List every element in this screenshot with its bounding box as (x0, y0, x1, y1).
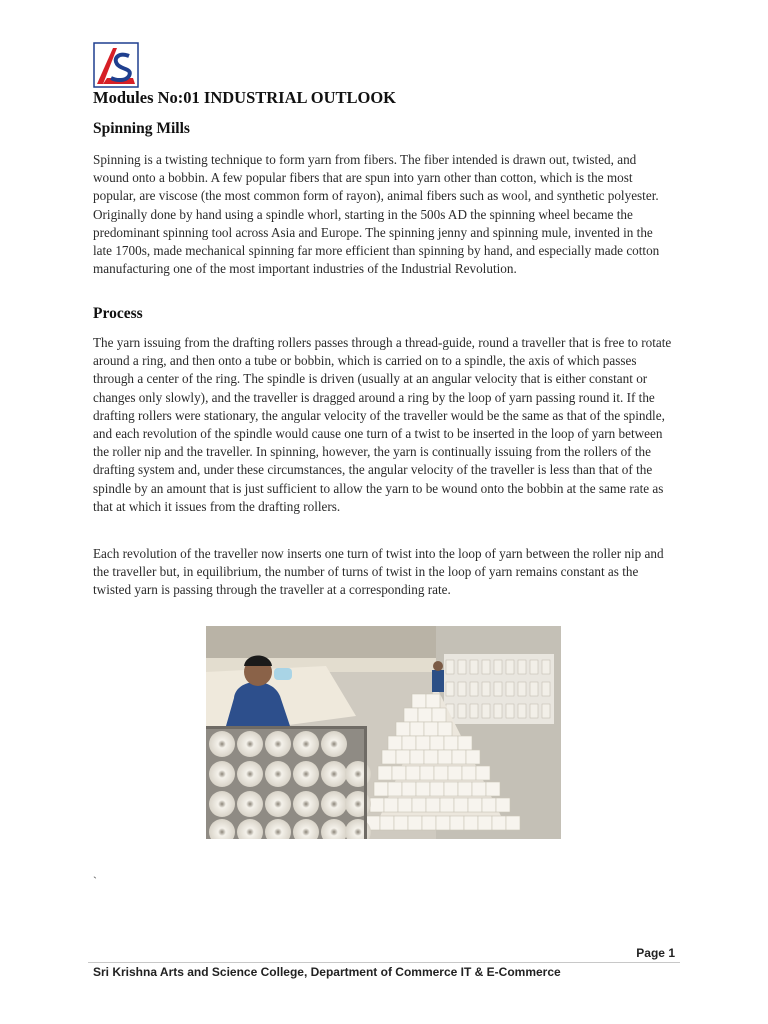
paragraph-process-1: The yarn issuing from the drafting rollers passes through a thread-guide, round a traveller that is free to rotate around a ring, and then onto a tube or bobbin, which is carried on to a spindle, the axis of which passes through a center of the ring. The spindle is driven (usually at an angular velocity that is either constant or changes only slowly), and the traveller is dragged around a ring by the loop of yarn passing round it. If the drafting rollers were stationary, the angular velocity of the traveller would be the same as that of the spindle, and each revolution of the spindle would cause one turn of a twist to be inserted in the loop of yarn between the roller nip and the traveller. In spinning, however, the yarn is continually issuing from the rollers of the drafting system and, under these circumstances, the angular velocity of the traveller is less than that of the spindle by an amount that is just sufficient to allow the yarn to be wound onto the bobbin at the same rate as that at which it issues from the drafting rollers. (93, 335, 672, 514)
section-heading-process: Process (93, 305, 143, 322)
spinning-mill-photo (206, 626, 561, 839)
module-title: Modules No:01 INDUSTRIAL OUTLOOK (93, 88, 397, 107)
footer-divider (88, 962, 680, 963)
page-number: Page 1 (636, 946, 675, 960)
paragraph-spinning-mills: Spinning is a twisting technique to form yarn from fibers. The fiber intended is drawn out, twisted, and wound onto a bobbin. A few popular fibers that are spun into yarn other than cotton, which is the most popular, are viscose (the most common form of rayon), animal fibers such as wool, and synthetic polyester. Originally done by hand using a spindle whorl, starting in the 500s AD the spinning wheel became the predominant spinning tool across Asia and Europe. The spinning jenny and spinning mule, invented in the late 1700s, made mechanical spinning far more efficient than spinning by hand, and especially made cotton manufacturing one of the most important industries of the Industrial Revolution. (93, 152, 660, 277)
college-logo-icon (93, 42, 139, 88)
paragraph-process-2: Each revolution of the traveller now inserts one turn of twist into the loop of yarn between the roller nip and the traveller but, in equilibrium, the number of turns of twist in the loop of yarn remains constant as the twisted yarn is passing through the traveller at a corresponding rate. (93, 546, 664, 598)
stray-mark: ` (93, 874, 97, 888)
section-heading-spinning-mills: Spinning Mills (93, 120, 190, 137)
footer-text: Sri Krishna Arts and Science College, Department of Commerce IT & E-Commerce (93, 965, 561, 979)
